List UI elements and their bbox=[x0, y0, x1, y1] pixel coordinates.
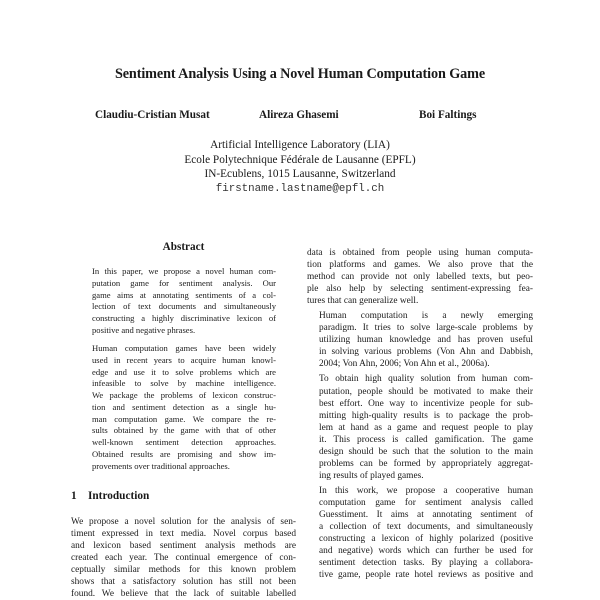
text-line: paradigm. It tries to solve large-scale problems by bbox=[319, 323, 533, 334]
text-line: positive and negative phrases. bbox=[92, 324, 196, 335]
text-line: In this paper, we propose a novel human com- bbox=[92, 266, 276, 276]
text-line: best effort. One way to incentivize people for sub- bbox=[319, 398, 533, 409]
body-paragraph bbox=[307, 373, 533, 481]
text-line: and negative) words which can further be used for bbox=[319, 546, 533, 557]
author-name: Boi Faltings bbox=[419, 109, 477, 121]
text-line: in solving various problems (Von Ahn and Dabbish, bbox=[319, 347, 533, 358]
text-line: design should be such that the solution to the main bbox=[319, 446, 533, 457]
text-line: a collection of text documents, and simultaneously bbox=[319, 522, 533, 533]
text-line: well-known sentiment detection approaches. bbox=[92, 437, 276, 447]
abstract-heading: Abstract bbox=[162, 241, 205, 253]
text-line: man computation game. We compare the re- bbox=[92, 413, 276, 424]
section-title: Introduction bbox=[88, 490, 150, 502]
abstract-paragraph bbox=[92, 343, 276, 472]
author-name: Claudiu-Cristian Musat bbox=[95, 109, 210, 121]
text-line: 2004; Von Ahn, 2006; Von Ahn et al., 2006a). bbox=[319, 359, 490, 370]
text-line: Obtained results are promising and show im- bbox=[92, 448, 276, 459]
text-line: ing results of played games. bbox=[319, 470, 424, 481]
text-line: shows that a satisfactory solution has still not been bbox=[71, 577, 296, 588]
author-email: firstname.lastname@epfl.ch bbox=[215, 182, 385, 195]
body-paragraph bbox=[307, 310, 533, 370]
body-paragraph bbox=[307, 485, 533, 581]
text-line: Guesstiment. It aims at annotating sentiment of bbox=[319, 509, 533, 520]
affiliation-address: IN-Ecublens, 1015 Lausanne, Switzerland bbox=[204, 168, 396, 181]
text-line: and lexicon based sentiment analysis methods are bbox=[71, 541, 296, 552]
text-line: ple also help by selecting sentiment-expressing fea- bbox=[307, 284, 533, 295]
text-line: computation game for sentiment analysis called bbox=[319, 497, 533, 508]
text-line: In this work, we propose a cooperative human bbox=[319, 485, 533, 496]
text-line: sults obtained by the game with that of other bbox=[92, 425, 276, 436]
affiliation-institution: Ecole Polytechnique Fédérale de Lausanne (EPFL) bbox=[184, 153, 416, 166]
text-line: putation, people should be motivated to make their bbox=[319, 386, 533, 397]
text-line: Human computation games have been widely bbox=[92, 343, 276, 353]
paper-title: Sentiment Analysis Using a Novel Human Computation Game bbox=[114, 66, 486, 82]
author-name: Alireza Ghasemi bbox=[259, 109, 339, 121]
text-line: data is obtained from people using human computa- bbox=[307, 248, 533, 258]
text-line: provements over traditional approaches. bbox=[92, 460, 230, 471]
text-line: constructing a lexicon of highly polarized (positive bbox=[319, 534, 533, 545]
text-line: created each year. The continual emergence of con- bbox=[71, 553, 296, 564]
text-line: constructing a highly discriminative lexicon of bbox=[92, 313, 276, 323]
text-line: tures that can generalize well. bbox=[307, 296, 419, 307]
text-line: We package the problems of lexicon construc- bbox=[92, 390, 276, 400]
text-line: We propose a novel solution for the analysis of sen- bbox=[71, 517, 296, 527]
affiliation-lab: Artificial Intelligence Laboratory (LIA) bbox=[210, 139, 390, 151]
text-line: putation game for sentiment analysis. Our bbox=[92, 277, 276, 288]
text-line: utilizing human knowledge and has proven useful bbox=[319, 335, 533, 346]
text-line: edge and use it to solve problems which are bbox=[92, 366, 276, 377]
intro-right-column bbox=[307, 247, 533, 581]
text-line: timent expressed in text media. Novel corpus based bbox=[71, 529, 296, 540]
text-line: lection of text documents and simultaneously bbox=[92, 301, 276, 312]
text-line: tion and sentiment detection as a single hu- bbox=[92, 401, 276, 412]
text-line: To obtain high quality solution from human com- bbox=[319, 374, 533, 385]
text-line: lem at hand as a game and request people to play bbox=[319, 422, 533, 433]
text-line: it. This process is called gamification. The game bbox=[319, 434, 533, 445]
text-line: problems can be formed by appropriately aggregat- bbox=[319, 458, 533, 469]
text-line: ceptually similar methods for this known problem bbox=[71, 565, 296, 576]
abstract-paragraph bbox=[92, 266, 276, 337]
text-line: infeasible to solve by machine intelligence. bbox=[92, 378, 276, 389]
text-line: tive game, people rate hotel reviews as positive and bbox=[319, 570, 533, 581]
section-heading bbox=[71, 490, 149, 502]
intro-left-column bbox=[71, 516, 296, 600]
text-line: mitting high-quality results is to package the prob- bbox=[319, 410, 533, 421]
text-line: sentiment detection tasks. By playing a collabora- bbox=[319, 558, 533, 569]
text-line: Human computation is a newly emerging bbox=[319, 311, 533, 322]
body-paragraph bbox=[307, 247, 533, 307]
affiliation-block bbox=[0, 138, 600, 196]
text-line: method can provide not only labelled texts, but peo- bbox=[307, 272, 533, 283]
section-number: 1 bbox=[71, 490, 77, 502]
text-line: game aims at annotating sentiments of a col- bbox=[92, 289, 276, 300]
text-line: used in recent years to acquire human knowl- bbox=[92, 354, 276, 365]
text-line: tion platforms and games. We also prove that the bbox=[307, 260, 533, 271]
text-line: found. We believe that the lack of suitable labelled bbox=[71, 589, 296, 600]
